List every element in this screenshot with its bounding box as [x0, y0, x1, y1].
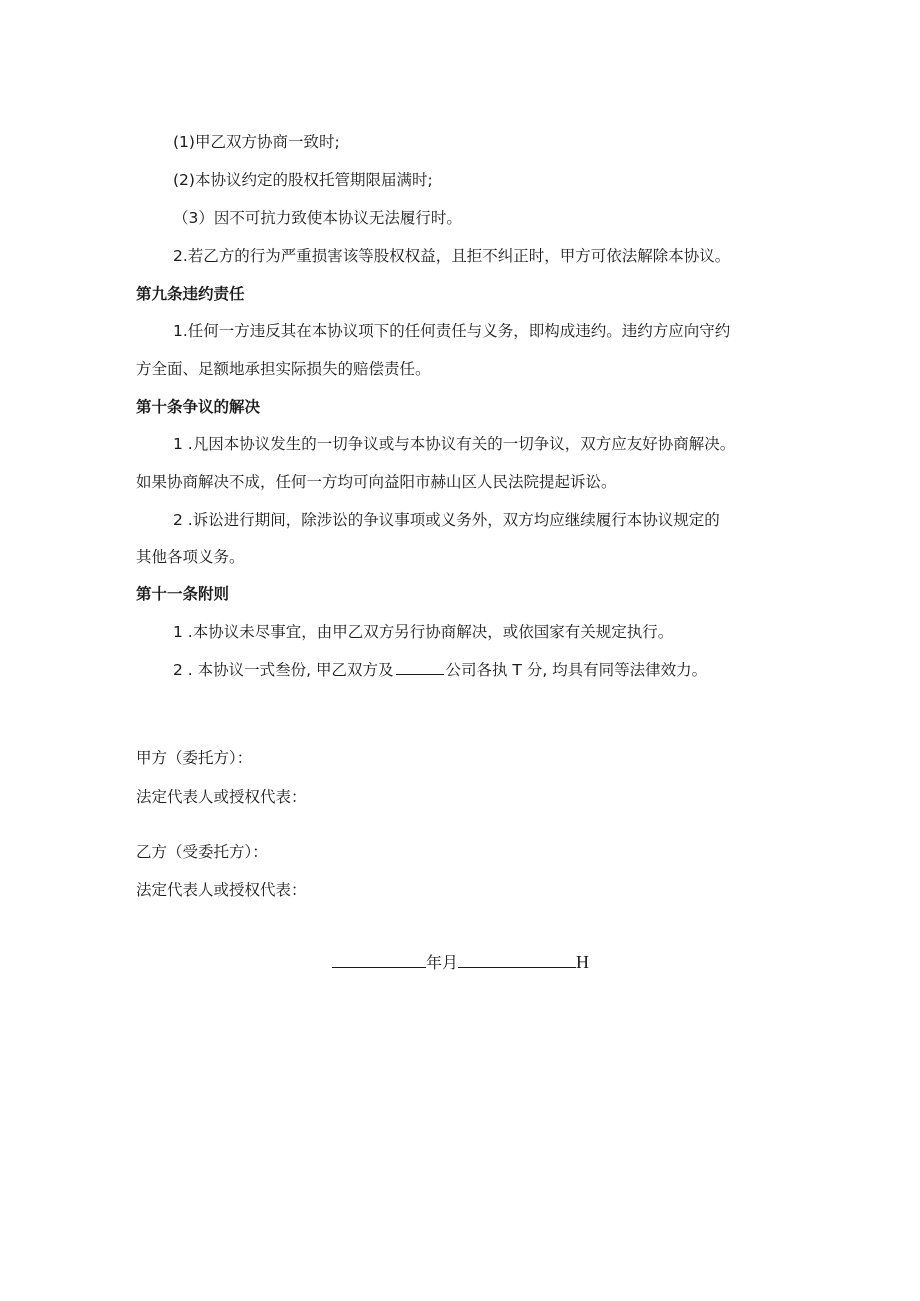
article-10-heading: 第十条争议的解决: [136, 398, 261, 416]
party-b-representative: 法定代表人或授权代表：: [136, 881, 307, 899]
party-b-label: 乙方（受委托方）：: [136, 843, 268, 861]
article-11-heading: 第十一条附则: [136, 585, 230, 603]
article-9-para-1-line-1: 1.任何一方违反其在本协议项下的任何责任与义务，即构成违约。违约方应向守约: [173, 322, 731, 340]
year-blank: [332, 953, 426, 968]
party-a-label: 甲方（委托方）：: [136, 749, 253, 767]
article-10-para-2-line-1: 2 .诉讼进行期间，除涉讼的争议事项或义务外，双方均应继续履行本协议规定的: [173, 511, 720, 529]
termination-item-1: (1)甲乙双方协商一致时;: [173, 133, 340, 151]
date-line: [332, 952, 589, 973]
termination-clause-2: 2.若乙方的行为严重损害该等股权权益，且拒不纠正时，甲方可依法解除本协议。: [173, 247, 731, 265]
termination-item-3: （3）因不可抗力致使本协议无法履行时。: [173, 209, 462, 227]
article-11-para-2-after: 公司各执 T 分, 均具有同等法律效力。: [445, 661, 708, 679]
article-11-para-2: [173, 660, 707, 680]
month-blank: [458, 953, 576, 968]
article-10-para-1-line-1: 1 .凡因本协议发生的一切争议或与本协议有关的一切争议，双方应友好协商解决。: [173, 435, 736, 453]
termination-item-2: (2)本协议约定的股权托管期限届满时;: [173, 171, 433, 189]
article-9-para-1-line-2: 方全面、足额地承担实际损失的赔偿责任。: [136, 360, 431, 378]
day-mark: H: [576, 952, 590, 972]
article-11-para-1: 1 .本协议未尽事宜，由甲乙双方另行协商解决，或依国家有关规定执行。: [173, 623, 674, 641]
article-9-heading: 第九条违约责任: [136, 285, 245, 303]
year-month-label: 年月: [426, 953, 459, 972]
article-10-para-1-line-2: 如果协商解决不成，任何一方均可向益阳市赫山区人民法院提起诉讼。: [136, 473, 617, 491]
party-a-representative: 法定代表人或授权代表：: [136, 788, 307, 806]
article-10-para-2-line-2: 其他各项义务。: [136, 548, 245, 566]
article-11-para-2-before: 2 . 本协议一式叁份, 甲乙双方及: [173, 661, 394, 679]
company-name-blank: [396, 661, 444, 675]
